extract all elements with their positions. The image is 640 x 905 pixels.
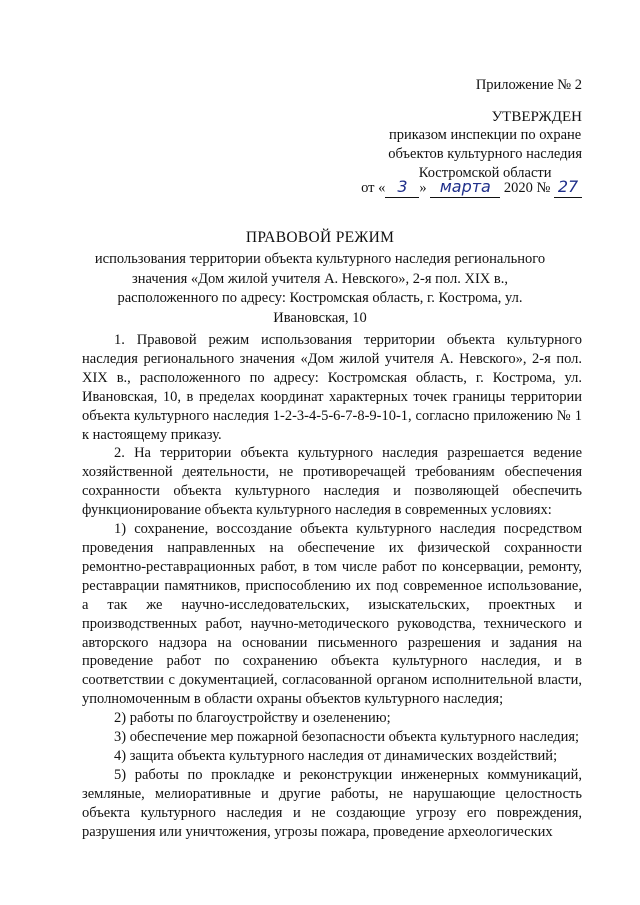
- date-prefix: от «: [361, 180, 386, 196]
- month-blank: [430, 178, 500, 198]
- handwritten-day: 3: [397, 177, 408, 196]
- number-blank: [554, 178, 582, 198]
- paragraph: 2) работы по благоустройству и озеленению;: [114, 710, 391, 727]
- handwritten-number: 27: [557, 177, 579, 196]
- document-subtitle: использования территории объекта культурного наследия регионального значения «Дом жилой учителя А. Невского», 2-я пол. XIX в., расположенного по адресу: Костромская область, г. Кострома, ул. Ивановская, 10: [94, 251, 546, 326]
- order-block: [388, 126, 582, 183]
- paragraph: 1. Правовой режим использования территории объекта культурного наследия регионального значения «Дом жилой учителя А. Невского», 2-я пол. XIX в., расположенного по адресу: Костромская область, г. Кострома, ул. Ивановская, 10, в пределах координат характерных точек границы территории объекта культурного наследия 1-2-3-4-5-6-7-8-9-10-1, согласно приложению № 1 к настоящему приказу.: [82, 332, 582, 443]
- order-line: объектов культурного наследия: [388, 146, 582, 162]
- paragraph: 3) обеспечение мер пожарной безопасности объекта культурного наследия;: [114, 729, 580, 746]
- order-date-line: [361, 178, 582, 198]
- handwritten-month: марта: [439, 177, 491, 196]
- date-mid: »: [419, 180, 427, 196]
- approved-label: УТВЕРЖДЕН: [491, 109, 582, 125]
- day-blank: [385, 178, 419, 198]
- paragraph: 1) сохранение, воссоздание объекта культурного наследия посредством проведения направленных на обеспечение их физической сохранности ремонтно-реставрационных работ, в том числе работ по консервации, ремонту, реставрации памятников, приспособлению их под современное использование, а так же научно-исследовательских, изыскательских, проектных и производственных работ, научно-методического руководства, технического и авторского надзора на основании письменного разрешения и задания на проведение работ по сохранению объекта культурного наследия, и в соответствии с документацией, согласованной органом исполнительной власти, уполномоченным в области охраны объектов культурного наследия;: [82, 521, 582, 708]
- paragraph: 5) работы по прокладке и реконструкции инженерных коммуникаций, земляные, мелиоративные и другие работы, не нарушающие целостность объекта культурного наследия и не создающие угрозу его повреждения, разрушения или уничтожения, угрозы пожара, проведение археологических: [82, 766, 582, 840]
- order-line: приказом инспекции по охране: [389, 127, 582, 143]
- document-title: ПРАВОВОЙ РЕЖИМ: [245, 229, 395, 246]
- paragraph: 4) защита объекта культурного наследия от динамических воздействий;: [114, 747, 558, 764]
- paragraph: 2. На территории объекта культурного наследия разрешается ведение хозяйственной деятельности, не противоречащей требованиям обеспечения сохранности объекта культурного наследия и позволяющей обеспечить функционирование объекта культурного наследия в современных условиях:: [82, 445, 582, 519]
- order-line: Костромской области: [418, 165, 552, 181]
- document-body: [82, 331, 582, 841]
- date-year: 2020 №: [503, 180, 551, 196]
- appendix-label: Приложение № 2: [475, 77, 582, 93]
